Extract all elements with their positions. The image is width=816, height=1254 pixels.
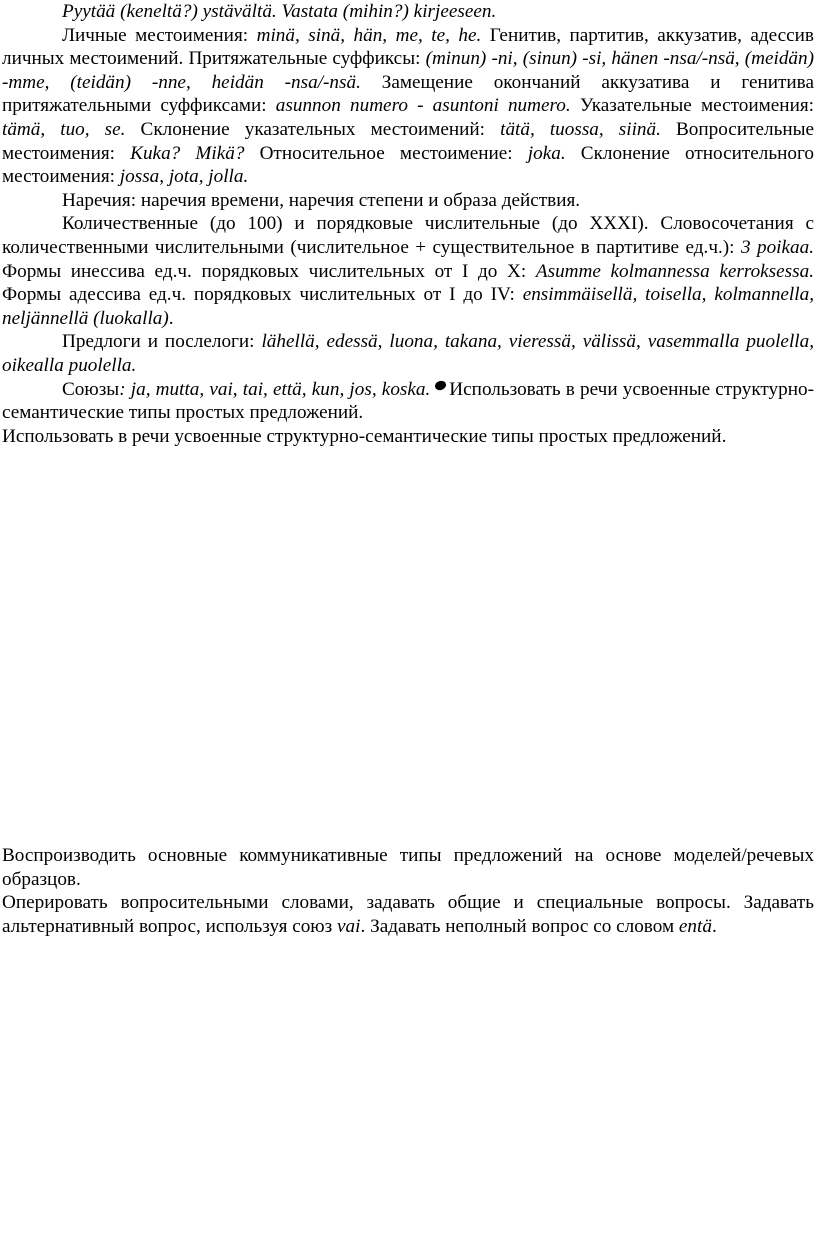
text-run: . [168,307,174,329]
paragraph-verb-government [2,0,814,24]
finnish-example: jossa, jota, jolla. [119,166,249,188]
text-run: Склонение относительного местоимения: [2,142,814,188]
paragraph-communicative-types [2,844,814,891]
upper-text-block [2,0,814,448]
finnish-example: lähellä, edessä, luona, takana, vieressä, välissä, vasemmalla puolella, oikealla puolella. [2,331,815,376]
text-run: Воспроизводить основные коммуникативные типы предложений на основе моделей/речевых образцов. [2,845,814,890]
text-run: Количественные (до 100) и порядковые числительные (до XXXI). Словосочетания с количественными числительными (числительное + существительное в партитиве ед.ч.): [2,213,814,258]
finnish-example: Pyytää (keneltä?) ystävältä. Vastata (mihin?) kirjeeseen. [62,1,497,22]
text-run: Использовать в речи усвоенные структурно-семантические типы простых предложений. [2,378,814,424]
text-run: Союзы [62,378,120,400]
finnish-example: ensimmäisellä, toisella, kolmannella, neljännellä (luokalla) [2,284,814,329]
finnish-example: minä, sinä, hän, me, te, he. [256,24,482,46]
text-run: Вопросительные местоимения: [2,118,814,164]
text-run: Предлоги и послелоги: [62,331,262,353]
text-run: Формы адессива ед.ч. порядковых числительных от I до IV: [2,284,523,306]
text-run: Наречия: наречия времени, наречия степени и образа действия. [62,189,581,211]
paragraph-prepositions [2,330,814,377]
finnish-example: tätä, tuossa, siinä. [500,118,661,140]
paragraph-question-words [2,891,814,938]
finnish-example: : ja, mutta, vai, tai, että, kun, jos, koska. [119,378,431,400]
text-run: Генитив, партитив, аккузатив, адессив личных местоимений. Притяжательные суффиксы: [2,24,814,70]
text-run: Склонение указательных местоимений: [125,118,501,140]
paragraph-adverbs [2,189,814,213]
bullet-icon [434,379,448,391]
paragraph-structural-types [2,425,814,449]
text-run: . [711,915,717,937]
paragraph-pronouns [2,24,814,189]
finnish-example: entä [678,915,712,937]
finnish-example: Asumme kolmannessa kerroksessa. [535,260,814,282]
lower-text-block [2,844,814,938]
text-run: . Задавать неполный вопрос со словом [360,915,679,937]
finnish-example: (minun) -ni, (sinun) -si, hänen -nsa/-nsä, (meidän) -mme, (teidän) -nne, heidän -nsa/-nsä. [2,48,814,93]
paragraph-numerals [2,212,814,330]
text-run: Использовать в речи усвоенные структурно-семантические типы простых предложений. [2,425,727,447]
text-run: Оперировать вопросительными словами, задавать общие и специальные вопросы. Задавать альтернативный вопрос, используя союз [2,892,814,937]
text-run: Замещение окончаний аккузатива и генитива притяжательными суффиксами: [2,71,814,117]
finnish-example: vai [337,915,361,937]
finnish-example: joka. [527,142,566,164]
text-run: Формы инессива ед.ч. порядковых числительных от I до X: [2,260,536,282]
finnish-example: asunnon numero - asuntoni numero. [275,95,571,117]
finnish-example: tämä, tuo, se. [2,118,126,140]
text-run: Личные местоимения: [62,24,257,46]
finnish-example: Kuka? Mikä? [130,142,245,164]
text-run: Указательные местоимения: [570,95,814,117]
finnish-example: 3 poikaa. [740,236,814,258]
text-run: Относительное местоимение: [244,142,528,164]
paragraph-conjunctions [2,378,814,425]
